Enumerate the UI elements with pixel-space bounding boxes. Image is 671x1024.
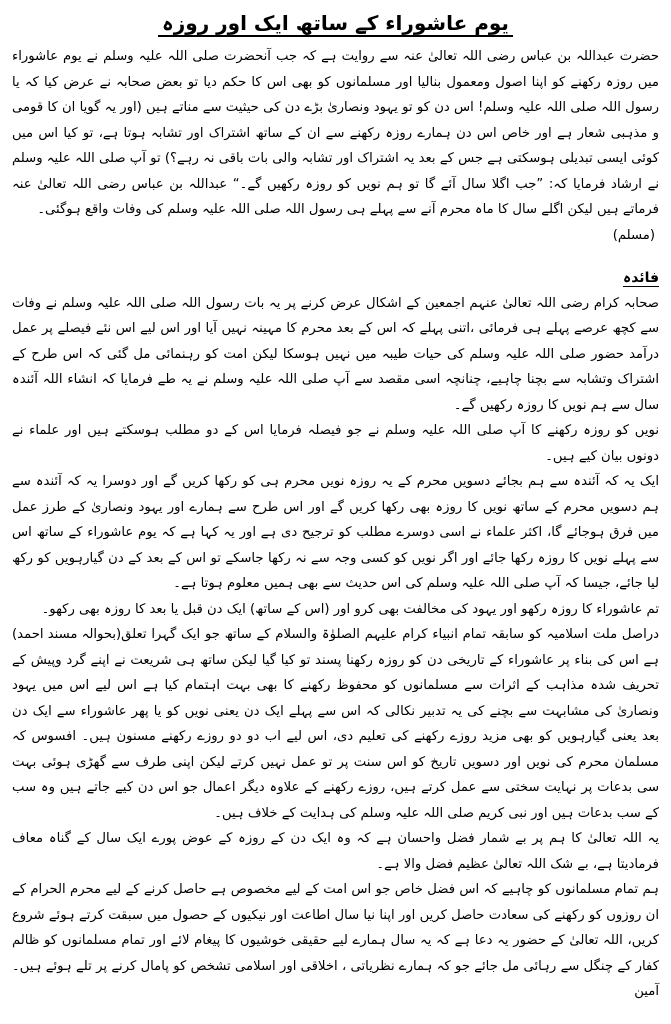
fawaid-heading-text: فائدہ bbox=[623, 269, 659, 286]
fawaid-heading bbox=[12, 265, 659, 291]
fawaid-paragraph-5: دراصل ملت اسلامیہ کو سابقہ تمام انبیاء کرام علیہم الصلوٰۃ والسلام کے ساتھ جو ایک گہرا تعلق ہے اس کی بناء پر عاشوراء کے تاریخی دن کو روزہ رکھنا پسند تو کیا گیا لیکن ساتھ ہی شریعت نے اپنے گرد وپیش کے تحریف شدہ مذاہب کے اثرات سے مسلمانوں کو محفوظ رکھنے کا بھی بہت اہتمام کیا ہے اس لیے اس میں یہود ونصاریٰ کی مشابہت سے بچنے کی یہ تدبیر نکالی کہ اس سے پہلے ایک دن یعنی نویں کو یا پھر عاشوراء سے ایک دن بعد یعنی گیارہویں کو بھی مزید روزے رکھنے کی تعلیم دی، اس لیے اب دو دو روزے رکھنے مسنون ہیں۔ افسوس کہ مسلمان محرم کی نویں اور دسویں تاریخ کو اس سنت پر تو عمل نہیں کرتے لیکن اپنی طرف سے گھڑی ہوئی بہت سی بدعات پر نہایت سختی سے عمل کرتے ہیں، روزے رکھنے کے علاوہ دیگر اعمال جو اس دن کیے جاتے ہیں وہ سب کے سب بدعات ہیں اور نبی کریم صلی اللہ علیہ وسلم کی ہدایت کے خلاف ہیں۔ bbox=[12, 627, 659, 821]
hadith-quote-text: تم عاشوراء کا روزہ رکھو اور یہود کی مخالفت بھی کرو اور (اس کے ساتھ) ایک دن قبل یا بعد کا روزہ بھی رکھو۔ bbox=[41, 601, 659, 617]
fawaid-paragraph-7: ہم تمام مسلمانوں کو چاہیے کہ اس فضل خاص جو اس امت کے لیے مخصوص ہے حاصل کرنے کے لیے محرم الحرام کے ان روزوں کو رکھنے کی سعادت حاصل کریں اور اپنا نیا سال اطاعت اور نیکیوں کے حصول میں سبقت کرتے ہوئے شروع کریں، اللہ تعالیٰ کے حضور یہ دعا ہے کہ یہ سال ہمارے لیے حقیقی خوشیوں کا پیغام لائے اور تمام مسلمانوں کو ظالم کفار کے چنگل سے رہائی مل جائے جو کہ ہمارے نظریاتی ، اخلاقی اور اسلامی تشخص کو پامال کرنے پر تلے ہوئے ہیں۔ آمین bbox=[12, 882, 659, 999]
fawaid-paragraph-1: صحابہ کرام رضی اللہ تعالیٰ عنہم اجمعین کے اشکال عرض کرنے پر یہ بات رسول اللہ صلی اللہ علیہ وسلم نے وفات سے کچھ عرصے پہلے ہی فرمائی ،اتنی پہلے کہ اس کے بعد محرم کا مہینہ نہیں آیا اور اس لیے اس نئے فیصلے پر عمل درآمد حضور صلی اللہ علیہ وسلم کی حیات طیبہ میں نہیں ہوسکا لیکن امت کو رہنمائی مل گئی کہ اس طرح کے اشتراک وتشابہ سے بچنا چاہیے، چنانچہ اسی مقصد سے آپ صلی اللہ علیہ وسلم نے یہ طے فرمایا کہ انشاء اللہ آئندہ سال سے ہم نویں کا روزہ رکھیں گے۔ bbox=[12, 295, 659, 413]
hadith-reference: (مسلم) bbox=[612, 227, 655, 243]
fawaid-paragraph-6: یہ اللہ تعالیٰ کا ہم پر بے شمار فضل واحسان ہے کہ وہ ایک دن کے روزہ کے عوض پورے ایک سال کے گناہ معاف فرمادیتا ہے، بے شک اللہ تعالیٰ عظیم فضل والا ہے۔ bbox=[12, 831, 659, 872]
fawaid-paragraph-2: نویں کو روزہ رکھنے کا آپ صلی اللہ علیہ وسلم نے جو فیصلہ فرمایا اس کے دو مطلب ہوسکتے ہیں اور علماء نے دونوں بیان کیے ہیں۔ bbox=[12, 423, 659, 464]
fawaid-paragraph-3: ایک یہ کہ آئندہ سے ہم بجائے دسویں محرم کے یہ روزہ نویں محرم ہی کو رکھا کریں گے اور دوسرا یہ کہ آئندہ سے ہم دسویں محرم کے ساتھ نویں کا روزہ بھی رکھا کریں گے اور اس طرح سے ہمارے اور یہود ونصاریٰ کے طرز عمل میں فرق ہوجائے گا، اکثر علماء نے اسی دوسرے مطلب کو ترجیح دی ہے اور یہ کہا ہے کہ یوم عاشوراء کے ساتھ اس سے پہلے نویں کا روزہ رکھا جائے اور اگر نویں کو کسی وجہ سے نہ رکھا جاسکے تو اس کے بعد کے دن گیارہویں کو رکھ لیا جائے، جیسا کہ آپ صلی اللہ علیہ وسلم کی اس حدیث سے بھی ہمیں معلوم ہوتا ہے۔ bbox=[12, 474, 659, 591]
page-title-text: یوم عاشوراء کے ساتھ ایک اور روزہ bbox=[158, 11, 513, 37]
page-title bbox=[12, 8, 659, 38]
hadith-paragraph: حضرت عبداللہ بن عباس رضی اللہ تعالیٰ عنہ سے روایت ہے کہ جب آنحضرت صلی اللہ علیہ وسلم نے یوم عاشوراء میں روزہ رکھنے کو اپنا اصول ومعمول بنالیا اور مسلمانوں کو بھی اس کا حکم دیا تو بعض صحابہ نے عرض کیا کہ یا رسول اللہ صلی اللہ علیہ وسلم! اس دن کو تو یہود ونصاریٰ بڑے دن کی حیثیت سے مناتے ہیں (اور یہ گویا ان کا قومی و مذہبی شعار ہے اور خاص اس دن ہمارے روزہ رکھنے سے ان کے ساتھ اشتراک اور تشابہ ہوتا ہے، تو کیا اس میں کوئی ایسی تبدیلی ہوسکتی ہے جس کے بعد یہ اشتراک اور تشابہ والی بات باقی نہ رہے؟) تو آپ صلی اللہ علیہ وسلم نے ارشاد فرمایا کہ: ”جب اگلا سال آئے گا تو ہم نویں کو روزہ رکھیں گے۔“ عبداللہ بن عباس رضی اللہ تعالیٰ عنہ فرماتے ہیں لیکن اگلے سال کا ماہ محرم آنے سے پہلے ہی رسول اللہ صلی اللہ علیہ وسلم کی وفات واقع ہوگئی۔ bbox=[12, 49, 659, 217]
fawaid-paragraph-4 bbox=[12, 597, 659, 642]
musnad-ahmad-reference: (بحوالہ مسند احمد) bbox=[12, 627, 122, 642]
